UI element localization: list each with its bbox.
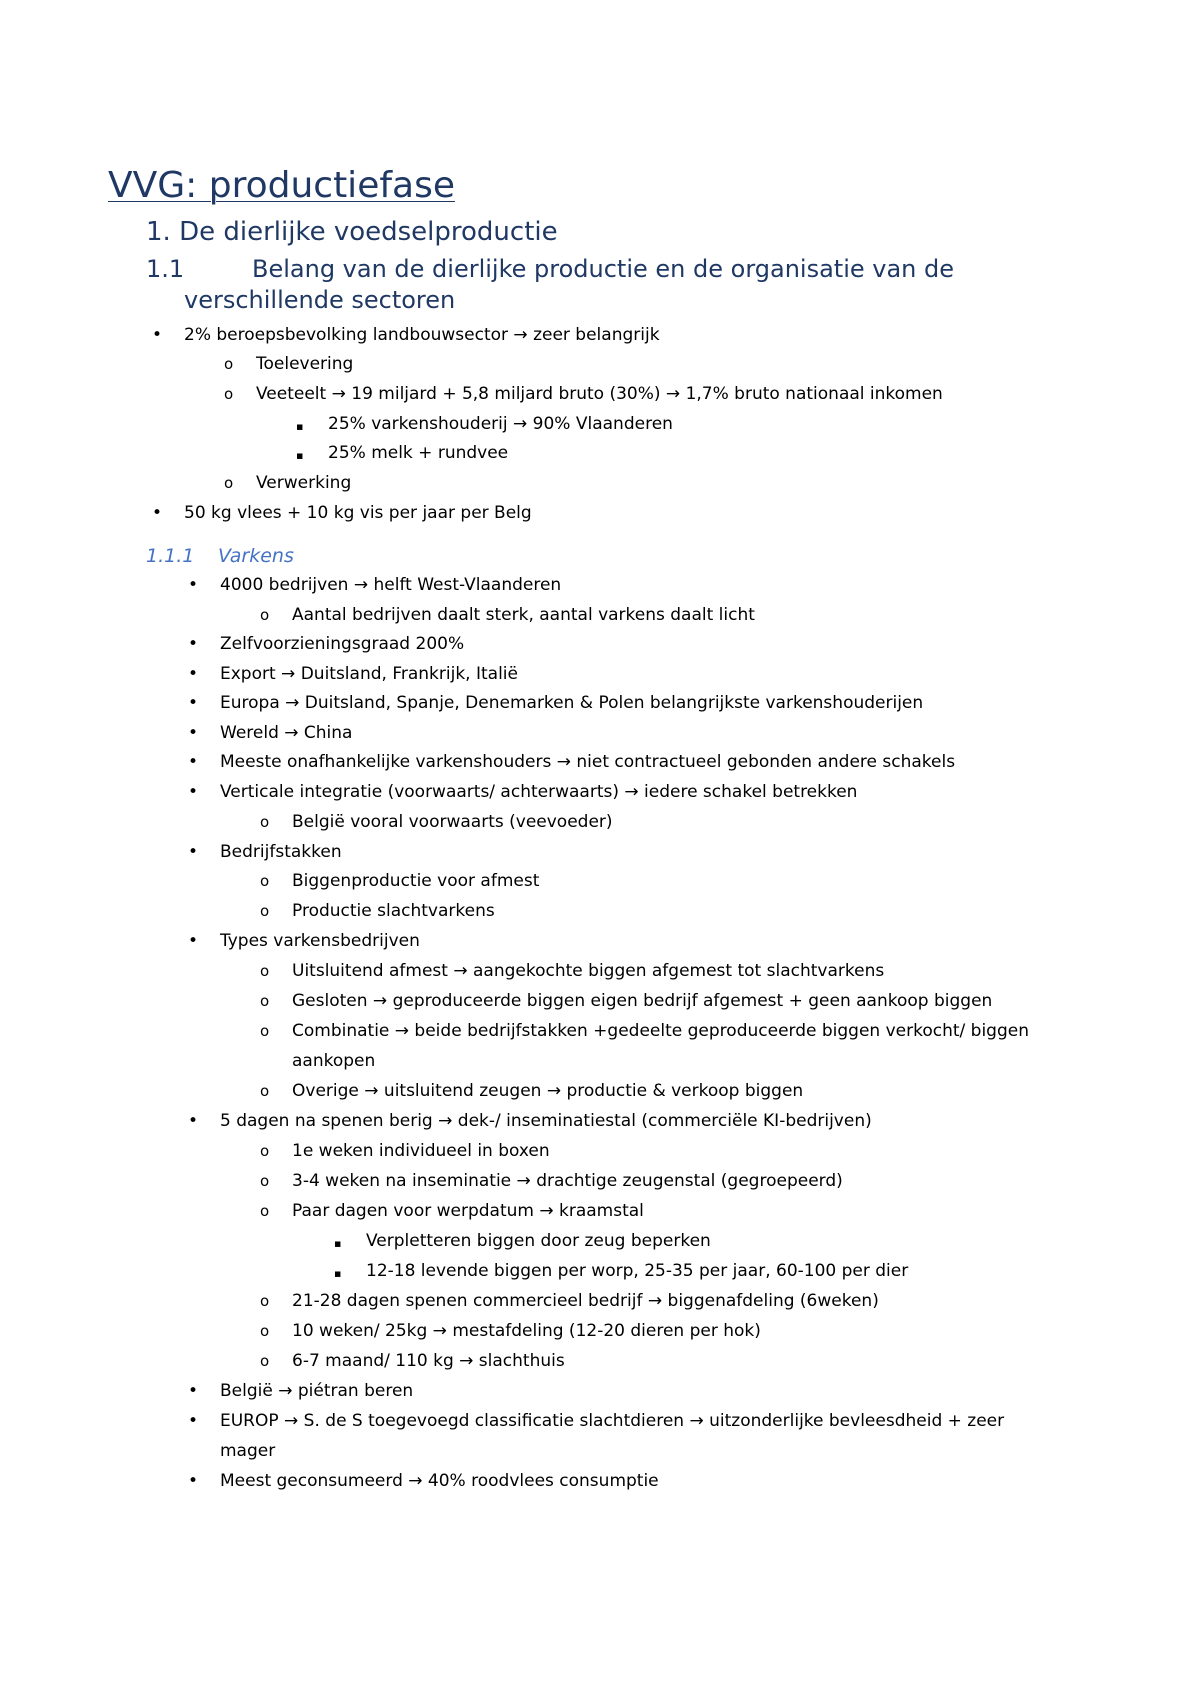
list-item: ▪ 25% varkenshouderij → 90% Vlaanderen xyxy=(328,413,673,435)
list-item: • Meeste onafhankelijke varkenshouders → niet contractueel gebonden andere schakels xyxy=(188,752,956,772)
list-item: • Export → Duitsland, Frankrijk, Italië xyxy=(188,664,518,684)
list-item: • België → piétran beren xyxy=(188,1381,414,1401)
list-item: o 21-28 dagen spenen commercieel bedrijf → biggenafdeling (6weken) xyxy=(260,1291,879,1311)
list-item: • Wereld → China xyxy=(188,723,353,743)
bullet: • xyxy=(188,782,199,802)
bullet: • xyxy=(188,693,199,713)
bullet: o xyxy=(260,1142,270,1160)
list-item: • Types varkensbedrijven xyxy=(188,931,420,951)
list-item-continuation: mager xyxy=(220,1441,276,1461)
list-item: • Europa → Duitsland, Spanje, Denemarken & Polen belangrijkste varkenshouderijen xyxy=(188,693,924,713)
bullet: • xyxy=(188,1411,199,1431)
bullet: ▪ xyxy=(334,1237,342,1250)
bullet: • xyxy=(188,723,199,743)
list-item: o Productie slachtvarkens xyxy=(260,901,495,921)
list-item: o Biggenproductie voor afmest xyxy=(260,871,540,891)
list-item: o 6-7 maand/ 110 kg → slachthuis xyxy=(260,1351,565,1371)
bullet: o xyxy=(260,1022,270,1040)
list-item: o Gesloten → geproduceerde biggen eigen bedrijf afgemest + geen aankoop biggen xyxy=(260,991,993,1011)
list-item: o Uitsluitend afmest → aangekochte biggen afgemest tot slachtvarkens xyxy=(260,961,885,981)
list-item: o Paar dagen voor werpdatum → kraamstal xyxy=(260,1201,644,1221)
bullet: • xyxy=(188,664,199,684)
bullet: • xyxy=(152,503,163,523)
list-item: o 10 weken/ 25kg → mestafdeling (12-20 dieren per hok) xyxy=(260,1321,761,1341)
bullet: • xyxy=(188,752,199,772)
list-item: o België vooral voorwaarts (veevoeder) xyxy=(260,812,613,832)
bullet: o xyxy=(260,962,270,980)
bullet: • xyxy=(188,842,199,862)
bullet: o xyxy=(260,992,270,1010)
heading-1: 1. De dierlijke voedselproductie xyxy=(146,217,558,247)
list-item: o Aantal bedrijven daalt sterk, aantal varkens daalt licht xyxy=(260,605,755,625)
list-item: • EUROP → S. de S toegevoegd classificatie slachtdieren → uitzonderlijke bevleesdheid + zeer xyxy=(188,1411,1005,1431)
list-item: ▪ Verpletteren biggen door zeug beperken xyxy=(366,1230,711,1252)
bullet: o xyxy=(260,1352,270,1370)
list-item: ▪ 12-18 levende biggen per worp, 25-35 per jaar, 60-100 per dier xyxy=(366,1260,908,1282)
bullet: ▪ xyxy=(296,420,304,433)
bullet: ▪ xyxy=(334,1267,342,1280)
bullet: o xyxy=(260,813,270,831)
list-item: • 2% beroepsbevolking landbouwsector → zeer belangrijk xyxy=(152,325,660,345)
list-item: ▪ 25% melk + rundvee xyxy=(328,442,508,464)
list-item: o Toelevering xyxy=(224,354,354,374)
bullet: o xyxy=(260,1292,270,1310)
bullet: • xyxy=(188,1471,199,1491)
list-item: • Zelfvoorzieningsgraad 200% xyxy=(188,634,465,654)
list-item: o Veeteelt → 19 miljard + 5,8 miljard bruto (30%) → 1,7% bruto nationaal inkomen xyxy=(224,384,943,404)
list-item: o Combinatie → beide bedrijfstakken +gedeelte geproduceerde biggen verkocht/ biggen xyxy=(260,1021,1030,1041)
bullet: o xyxy=(224,474,234,492)
bullet: • xyxy=(152,325,163,345)
bullet: • xyxy=(188,634,199,654)
bullet: o xyxy=(224,355,234,373)
bullet: • xyxy=(188,931,199,951)
list-item-continuation: aankopen xyxy=(292,1051,376,1071)
bullet: o xyxy=(260,1172,270,1190)
heading-1-1-number: 1.1 xyxy=(146,255,185,283)
heading-1-1-1: 1.1.1 Varkens xyxy=(146,545,294,567)
bullet: o xyxy=(260,1322,270,1340)
heading-1-1 xyxy=(146,254,1046,316)
bullet: o xyxy=(224,385,234,403)
list-item: o Verwerking xyxy=(224,473,352,493)
bullet: o xyxy=(260,902,270,920)
bullet: o xyxy=(260,1202,270,1220)
heading-1-1-continuation: verschillende sectoren xyxy=(184,286,456,314)
bullet: • xyxy=(188,1111,199,1131)
bullet: • xyxy=(188,575,199,595)
bullet: o xyxy=(260,606,270,624)
list-item: o 3-4 weken na inseminatie → drachtige zeugenstal (gegroepeerd) xyxy=(260,1171,843,1191)
list-item: • 5 dagen na spenen berig → dek-/ inseminatiestal (commerciële KI-bedrijven) xyxy=(188,1111,872,1131)
list-item: • 4000 bedrijven → helft West-Vlaanderen xyxy=(188,575,562,595)
list-item: • 50 kg vlees + 10 kg vis per jaar per Belg xyxy=(152,503,532,523)
list-item: o Overige → uitsluitend zeugen → productie & verkoop biggen xyxy=(260,1081,804,1101)
bullet: • xyxy=(188,1381,199,1401)
bullet: o xyxy=(260,1082,270,1100)
page-title: VVG: productiefase xyxy=(108,165,455,206)
list-item: • Bedrijfstakken xyxy=(188,842,342,862)
heading-1-1-text: Belang van de dierlijke productie en de organisatie van de xyxy=(252,255,955,283)
list-item: o 1e weken individueel in boxen xyxy=(260,1141,550,1161)
list-item: • Verticale integratie (voorwaarts/ achterwaarts) → iedere schakel betrekken xyxy=(188,782,858,802)
list-item: • Meest geconsumeerd → 40% roodvlees consumptie xyxy=(188,1471,659,1491)
bullet: o xyxy=(260,872,270,890)
bullet: ▪ xyxy=(296,449,304,462)
